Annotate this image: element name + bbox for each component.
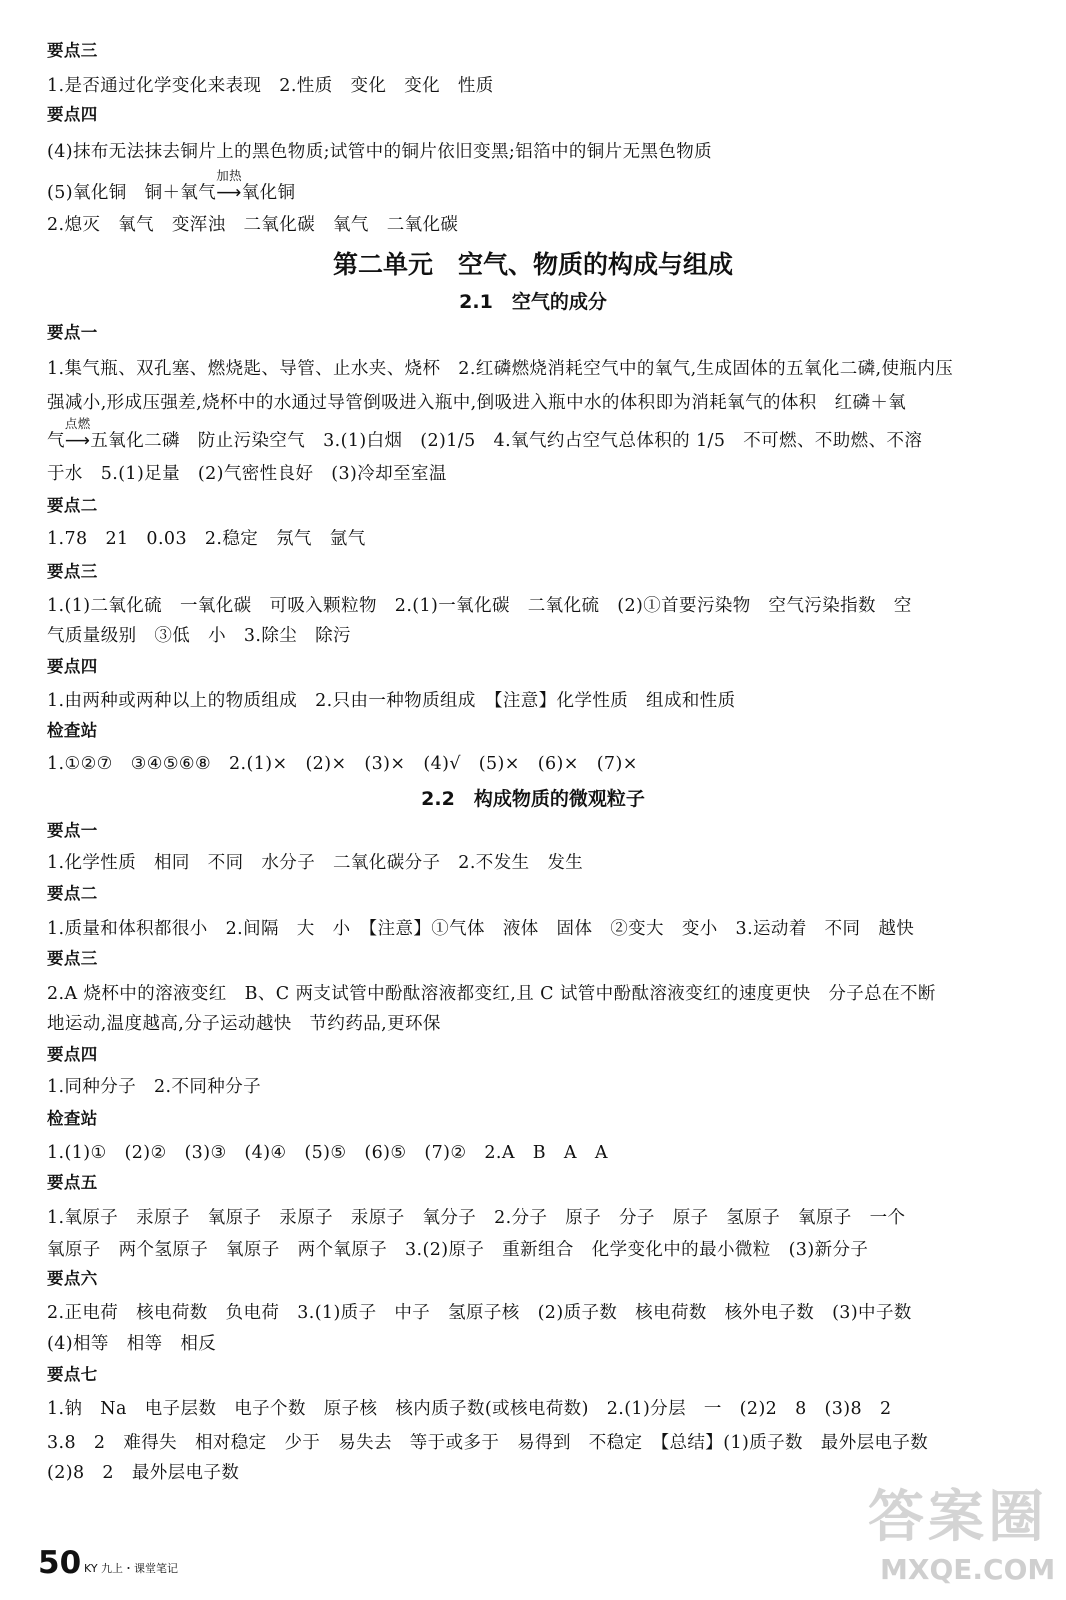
- section-heading: 要点四: [47, 105, 98, 124]
- section-heading: 要点一: [47, 821, 98, 840]
- answer-line: 2.熄灭 氧气 变浑浊 二氧化碳 氧气 二氧化碳: [47, 215, 459, 235]
- reaction-reactants: 气: [47, 431, 65, 451]
- section-heading: 要点一: [47, 323, 98, 342]
- reaction-condition: 点燃: [64, 416, 91, 431]
- reaction-arrow: [216, 168, 243, 204]
- answer-line: 1.集气瓶、双孔塞、燃烧匙、导管、止水夹、烧杯 2.红磷燃烧消耗空气中的氧气,生成固体的五氧化二磷,使瓶内压: [47, 359, 954, 379]
- answer-line: 1.氧原子 汞原子 氧原子 汞原子 汞原子 氧分子 2.分子 原子 分子 原子 氢原子 氧原子 一个: [47, 1208, 906, 1228]
- answer-line: 氧原子 两个氢原子 氧原子 两个氧原子 3.(2)原子 重新组合 化学变化中的最小微粒 (3)新分子: [47, 1240, 869, 1260]
- answer-line: (4)相等 相等 相反: [47, 1334, 217, 1354]
- arrow-icon: ⟶: [64, 431, 91, 451]
- reaction-condition: 加热: [216, 168, 243, 183]
- section-heading: 要点七: [47, 1365, 98, 1384]
- section-heading: 要点五: [47, 1173, 98, 1192]
- section-heading: 要点三: [47, 562, 98, 581]
- answer-line: 3.8 2 难得失 相对稳定 少于 易失去 等于或多于 易得到 不稳定 【总结】(1)质子数 最外层电子数: [47, 1433, 929, 1453]
- reaction-reactants: (5)氧化铜 铜＋氧气: [47, 183, 217, 203]
- answer-line: 1.(1)二氧化硫 一氧化碳 可吸入颗粒物 2.(1)一氧化碳 二氧化硫 (2)①首要污染物 空气污染指数 空: [47, 596, 912, 616]
- section-heading: 要点二: [47, 496, 98, 515]
- answer-line: 1.是否通过化学变化来表现 2.性质 变化 变化 性质: [47, 76, 494, 96]
- page-number: 50: [38, 1545, 82, 1581]
- section-heading: 检查站: [47, 1109, 98, 1128]
- answer-line: (4)抹布无法抹去铜片上的黑色物质;试管中的铜片依旧变黑;铝箔中的铜片无黑色物质: [47, 142, 713, 162]
- footer-tag: KY 九上・课堂笔记: [84, 1562, 179, 1575]
- reaction-line: [47, 416, 1032, 452]
- answer-line: 1.质量和体积都很小 2.间隔 大 小 【注意】①气体 液体 固体 ②变大 变小 3.运动着 不同 越快: [47, 919, 915, 939]
- answer-line: 1.同种分子 2.不同种分子: [47, 1077, 261, 1097]
- answer-line: 强减小,形成压强差,烧杯中的水通过导管倒吸进入瓶中,倒吸进入瓶中水的体积即为消耗氧气的体积 红磷＋氧: [47, 393, 907, 413]
- watermark-url: MXQE.COM: [880, 1553, 1056, 1586]
- reaction-product: 五氧化二磷 防止污染空气 3.(1)白烟 (2)1/5 4.氧气约占空气总体积的 1/5 不可燃、不助燃、不溶: [90, 431, 923, 451]
- section-heading: 要点四: [47, 1045, 98, 1064]
- answer-line: 2.正电荷 核电荷数 负电荷 3.(1)质子 中子 氢原子核 (2)质子数 核电荷数 核外电子数 (3)中子数: [47, 1303, 912, 1323]
- answer-line: 1.78 21 0.03 2.稳定 氖气 氩气: [47, 529, 366, 549]
- answer-line: 1.(1)① (2)② (3)③ (4)④ (5)⑤ (6)⑤ (7)② 2.A B A A: [47, 1143, 608, 1163]
- answer-line: (2)8 2 最外层电子数: [47, 1463, 240, 1483]
- section-title: 2.2 构成物质的微观粒子: [421, 788, 645, 810]
- answer-line: 1.钠 Na 电子层数 电子个数 原子核 核内质子数(或核电荷数) 2.(1)分层 一 (2)2 8 (3)8 2: [47, 1399, 892, 1419]
- section-heading: 要点二: [47, 884, 98, 903]
- answer-line: 1.①②⑦ ③④⑤⑥⑧ 2.(1)× (2)× (3)× (4)√ (5)× (6)× (7)×: [47, 754, 638, 774]
- answer-line: 1.化学性质 相同 不同 水分子 二氧化碳分子 2.不发生 发生: [47, 853, 584, 873]
- reaction-line: [47, 168, 1032, 204]
- section-heading: 要点三: [47, 41, 98, 60]
- section-heading: 检查站: [47, 721, 98, 740]
- reaction-arrow: [64, 416, 91, 452]
- unit-title: 第二单元 空气、物质的构成与组成: [332, 250, 733, 279]
- reaction-product: 氧化铜: [241, 183, 296, 203]
- watermark-logo: 答案圈: [868, 1485, 1048, 1550]
- section-title: 2.1 空气的成分: [459, 291, 607, 313]
- answer-line: 地运动,温度越高,分子运动越快 节约药品,更环保: [47, 1014, 441, 1034]
- answer-line: 于水 5.(1)足量 (2)气密性良好 (3)冷却至室温: [47, 464, 447, 484]
- section-heading: 要点三: [47, 949, 98, 968]
- answer-line: 2.A 烧杯中的溶液变红 B、C 两支试管中酚酞溶液都变红,且 C 试管中酚酞溶液变红的速度更快 分子总在不断: [47, 984, 936, 1004]
- section-heading: 要点六: [47, 1269, 98, 1288]
- answer-line: 气质量级别 ③低 小 3.除尘 除污: [47, 626, 351, 646]
- arrow-icon: ⟶: [216, 183, 242, 203]
- answer-line: 1.由两种或两种以上的物质组成 2.只由一种物质组成 【注意】化学性质 组成和性质: [47, 691, 736, 711]
- section-heading: 要点四: [47, 657, 98, 676]
